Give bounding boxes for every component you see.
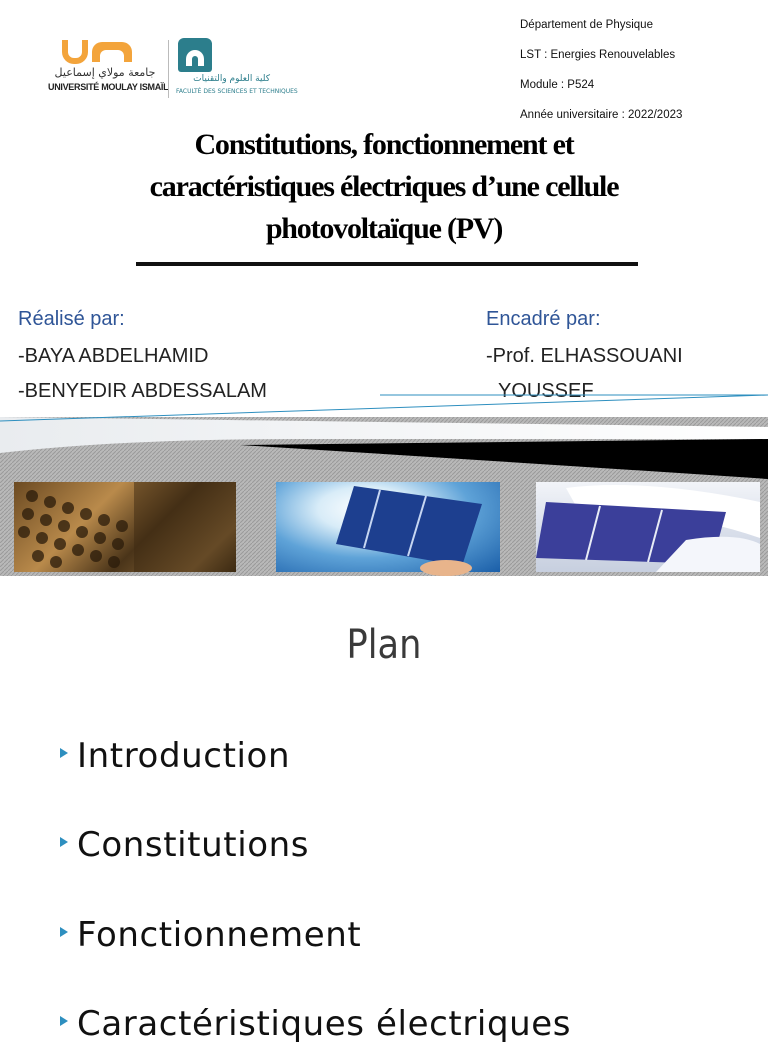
plan-title: Plan	[346, 622, 422, 668]
faculty-logo	[174, 36, 298, 102]
triangle-bullet-icon	[60, 748, 68, 758]
plan-item-constitutions	[60, 823, 309, 867]
slide-title	[90, 124, 678, 250]
department-name: Département de Physique	[520, 19, 653, 31]
logo-divider	[168, 40, 169, 98]
authors-label: Réalisé par:	[18, 308, 125, 330]
program-name: LST : Energies Renouvelables	[520, 49, 676, 61]
faculty-name-arabic: كلية العلوم والتقنيات	[193, 74, 270, 84]
solar-cells-photo	[14, 482, 236, 572]
author-2: -BENYEDIR ABDESSALAM	[18, 380, 267, 402]
solar-cell-sky-photo	[276, 482, 500, 572]
academic-year: Année universitaire : 2022/2023	[520, 109, 683, 121]
solar-cell-gloves-photo	[536, 482, 760, 572]
department-info	[520, 17, 760, 137]
plan-item-label: Fonctionnement	[77, 915, 362, 955]
author-1: -BAYA ABDELHAMID	[18, 345, 209, 367]
university-name-arabic: جامعة مولاي إسماعيل	[54, 66, 156, 79]
plan-item-label: Introduction	[77, 736, 291, 776]
triangle-bullet-icon	[60, 1016, 68, 1026]
supervisor-line-1: -Prof. ELHASSOUANI	[486, 345, 683, 367]
title-line-3: photovoltaïque (PV)	[265, 212, 503, 245]
triangle-bullet-icon	[60, 837, 68, 847]
title-underline	[136, 262, 638, 266]
supervisor-line-2: YOUSSEF	[498, 380, 594, 402]
faculty-name-latin: FACULTÉ DES SCIENCES ET TECHNIQUES	[176, 88, 298, 95]
plan-item-label: Caractéristiques électriques	[77, 1004, 572, 1044]
title-line-2: caractéristiques électriques d’une cellule	[149, 170, 619, 203]
plan-item-caracteristiques	[60, 1002, 571, 1046]
plan-slide	[0, 578, 768, 1044]
university-logo	[46, 36, 169, 102]
module-code: Module : P524	[520, 79, 595, 91]
plan-item-label: Constitutions	[77, 825, 310, 865]
supervisor-label: Encadré par:	[486, 308, 601, 330]
title-line-1: Constitutions, fonctionnement et	[194, 128, 574, 161]
university-name-latin: UNIVERSITÉ MOULAY ISMAÏL	[48, 82, 169, 92]
triangle-bullet-icon	[60, 927, 68, 937]
plan-item-fonctionnement	[60, 913, 361, 957]
umi-logo-mark	[62, 40, 142, 64]
plan-item-introduction	[60, 734, 290, 778]
faculty-emblem-icon	[178, 38, 212, 72]
